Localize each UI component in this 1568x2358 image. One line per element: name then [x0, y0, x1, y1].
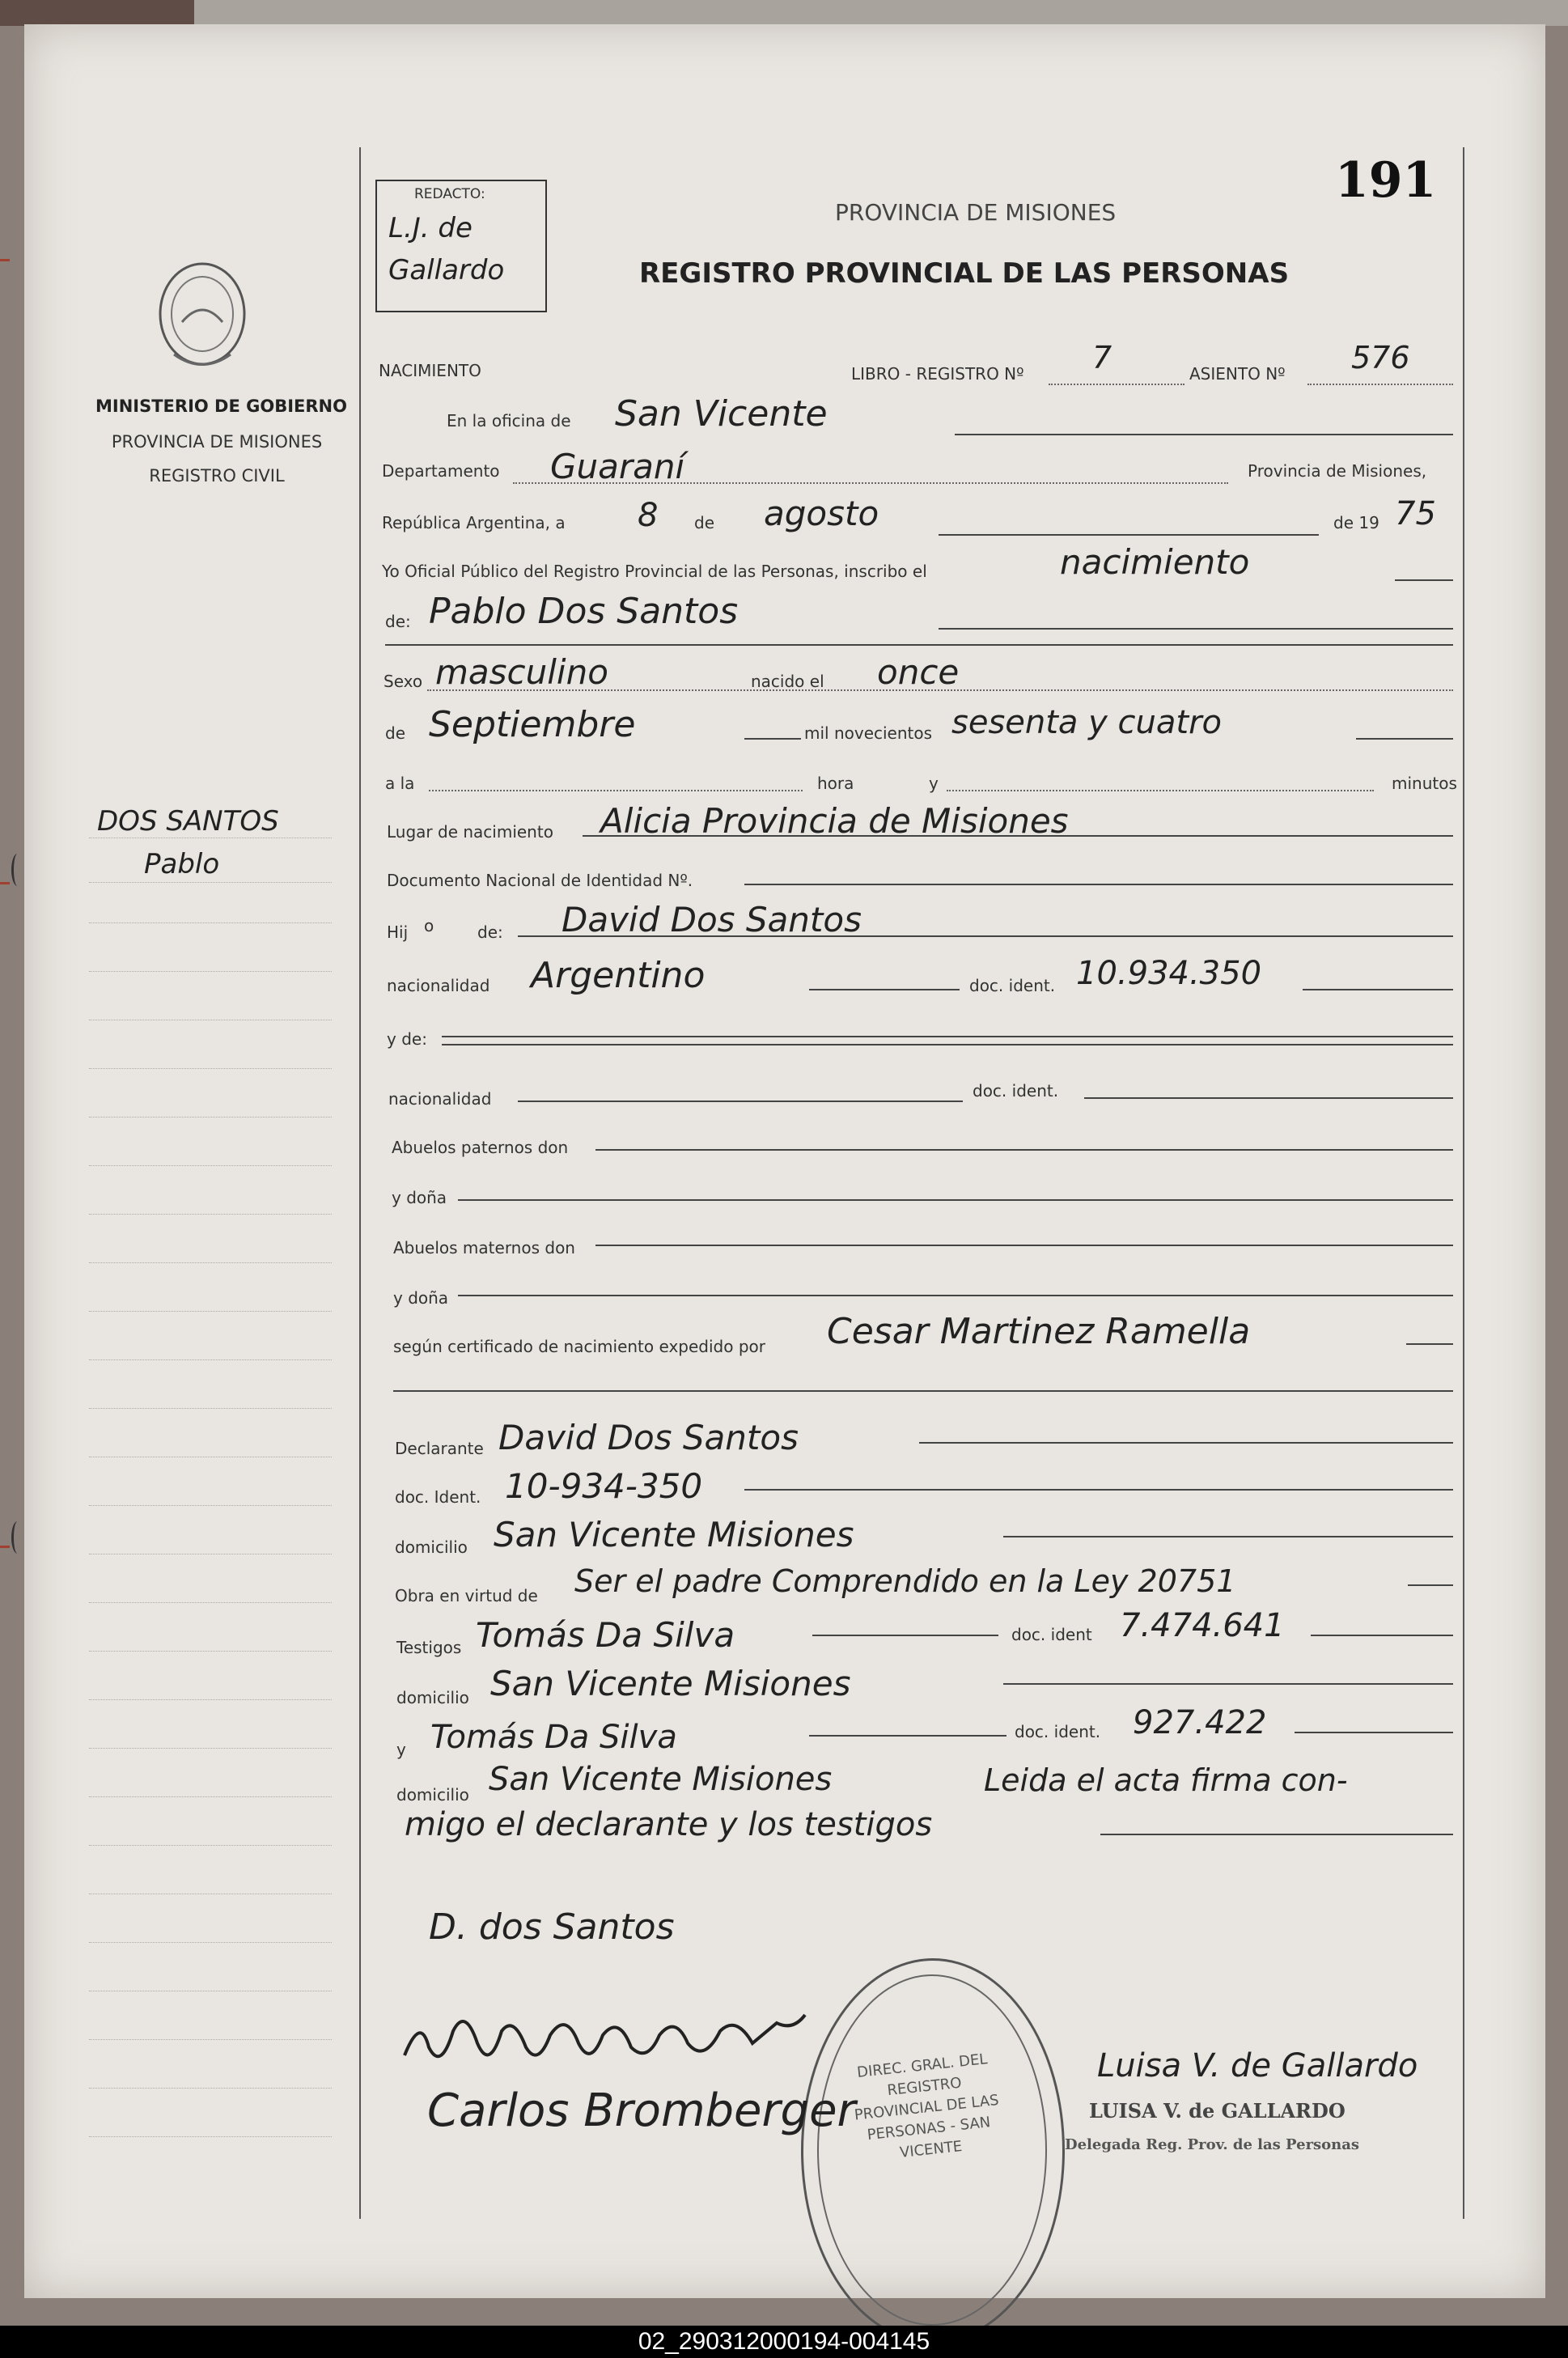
provincia-label: Provincia de Misiones,	[1248, 461, 1427, 481]
oficina-line	[955, 434, 1453, 435]
abuelos-p-label: Abuelos paternos don	[392, 1138, 569, 1157]
sexo-line	[427, 689, 1453, 691]
nacido-value: once	[877, 652, 960, 692]
abuelos-p-line	[595, 1149, 1453, 1151]
margin-line	[89, 2136, 332, 2137]
mes-value: agosto	[764, 494, 879, 533]
testigo2-line	[809, 1735, 1006, 1737]
ministry-label: MINISTERIO DE GOBIERNO	[95, 397, 347, 416]
obra-line	[1408, 1584, 1453, 1586]
top-strip	[0, 0, 1568, 26]
testigo1-dom-line	[1003, 1683, 1453, 1685]
margin-line	[89, 1748, 332, 1749]
declarante-signature: D. dos Santos	[429, 1906, 675, 1948]
margin-mark	[0, 259, 10, 261]
binding-hole	[11, 1521, 23, 1554]
margin-line	[89, 1942, 332, 1943]
doc-ident2-line	[1084, 1097, 1453, 1099]
testigo2-doc-value: 927.422	[1133, 1704, 1267, 1741]
margin-line	[89, 922, 332, 923]
declarante-doc-line	[744, 1489, 1453, 1491]
seal-text: DIREC. GRAL. DEL REGISTRO PROVINCIAL DE LAS PERSONAS - SAN VICENTE	[853, 2051, 1000, 2161]
domicilio2-label: domicilio	[396, 1688, 469, 1707]
margin-line	[89, 1408, 332, 1409]
testigo2-doc-line	[1295, 1732, 1453, 1733]
margin-line	[89, 1602, 332, 1603]
de-label: de	[694, 513, 714, 532]
binding-hole	[11, 854, 23, 886]
declarante-line	[919, 1442, 1453, 1444]
margin-given-name: Pablo	[144, 848, 220, 880]
dni-line	[744, 884, 1453, 885]
de-persona-label: de:	[385, 612, 411, 631]
declarante-value: David Dos Santos	[498, 1418, 799, 1457]
abuelos-m-label: Abuelos maternos don	[393, 1238, 575, 1257]
doc-ident5-label: doc. ident.	[1015, 1722, 1101, 1741]
hijo-suffix: o	[424, 916, 434, 935]
y-de-label: y de:	[387, 1029, 427, 1049]
mil-label: mil novecientos	[804, 723, 933, 743]
minutos-label: minutos	[1392, 774, 1457, 793]
margin-line	[89, 1505, 332, 1506]
de-mes-label: de	[385, 723, 405, 743]
madre-underline	[442, 1044, 1453, 1045]
libro-value: 7	[1092, 340, 1112, 375]
coat-of-arms-icon	[150, 257, 255, 377]
doc-ident3-label: doc. Ident.	[395, 1487, 481, 1507]
doc-ident2-label: doc. ident.	[973, 1081, 1059, 1101]
margin-line	[89, 1845, 332, 1846]
official-title: Delegada Reg. Prov. de las Personas	[1065, 2136, 1360, 2153]
y-dona2-label: y doña	[393, 1288, 449, 1308]
margin-line	[89, 1311, 332, 1312]
leida-line	[1100, 1834, 1453, 1835]
margin-line	[89, 1359, 332, 1360]
nacido-label: nacido el	[751, 672, 824, 691]
de19-label: de 19	[1333, 513, 1379, 532]
declarante-label: Declarante	[395, 1439, 484, 1458]
certificado-label: según certificado de nacimiento expedido por	[393, 1337, 765, 1356]
registry-label: REGISTRO CIVIL	[149, 466, 285, 486]
persona-value: Pablo Dos Santos	[429, 591, 739, 632]
madre-line	[442, 1036, 1453, 1037]
declarante-doc-value: 10-934-350	[505, 1466, 703, 1506]
obra-label: Obra en virtud de	[395, 1586, 538, 1605]
dia-value: 8	[638, 497, 659, 534]
y-label: y	[929, 774, 939, 793]
abuelos-m-line	[595, 1245, 1453, 1246]
testigo-signature: Carlos Bromberger	[427, 2084, 856, 2137]
dni-label: Documento Nacional de Identidad Nº.	[387, 871, 693, 890]
testigo1-doc-value: 7.474.641	[1120, 1607, 1285, 1644]
anio-value: 75	[1395, 495, 1436, 532]
doc-ident4-label: doc. ident	[1011, 1625, 1092, 1644]
acto-value: nacimiento	[1060, 542, 1250, 582]
departamento-value: Guaraní	[550, 447, 685, 486]
margin-line	[89, 2039, 332, 2040]
oficina-value: San Vicente	[615, 393, 828, 435]
domicilio-line	[1003, 1536, 1453, 1537]
redacto-signature: L.J. de Gallardo	[388, 212, 505, 286]
libro-line	[1049, 384, 1184, 385]
certificado-line	[1406, 1343, 1453, 1345]
sexo-value: masculino	[435, 652, 608, 692]
testigo2-dom-value: San Vicente Misiones	[489, 1761, 833, 1798]
left-province-label: PROVINCIA DE MISIONES	[111, 432, 323, 452]
testigo1-dom-value: San Vicente Misiones	[490, 1664, 851, 1703]
official-signature: Luisa V. de Gallardo	[1097, 2047, 1418, 2084]
y2-label: y	[396, 1740, 406, 1759]
redacto-label: REDACTO:	[414, 186, 485, 202]
hora-line	[429, 790, 803, 791]
testigo-scribble-signature	[396, 1999, 817, 2092]
margin-line	[89, 1117, 332, 1118]
hijo-de-label: de:	[477, 922, 503, 942]
asiento-value: 576	[1351, 340, 1410, 375]
oficial-label: Yo Oficial Público del Registro Provincial de las Personas, inscribo el	[382, 562, 927, 581]
leida-value-line-2: migo el declarante y los testigos	[405, 1806, 933, 1843]
margin-line	[89, 1165, 332, 1166]
nacionalidad-label: nacionalidad	[387, 976, 490, 995]
nac-anio-value: sesenta y cuatro	[951, 704, 1223, 741]
margin-line	[89, 1796, 332, 1797]
domicilio-label: domicilio	[395, 1537, 468, 1557]
margin-line	[89, 2088, 332, 2089]
margin-surname: DOS SANTOS	[97, 805, 279, 838]
footer-filename: 02_290312000194-004145	[0, 2326, 1568, 2358]
padre-value: David Dos Santos	[562, 900, 862, 939]
republica-label: República Argentina, a	[382, 513, 566, 532]
certificado-value: Cesar Martinez Ramella	[827, 1311, 1251, 1352]
acto-line	[1395, 579, 1453, 581]
departamento-label: Departamento	[382, 461, 500, 481]
nacionalidad-value: Argentino	[531, 955, 706, 996]
padre-doc-line	[1303, 989, 1453, 990]
margin-line	[89, 1068, 332, 1069]
margin-line	[89, 882, 332, 883]
testigo1-doc-line	[1311, 1635, 1453, 1636]
asiento-line	[1307, 384, 1453, 385]
y-dona2-line	[458, 1295, 1453, 1296]
testigos-label: Testigos	[396, 1638, 462, 1657]
redacto-stamp	[375, 180, 547, 312]
lugar-line	[583, 835, 1453, 837]
mes-line	[744, 738, 801, 740]
y-dona-label: y doña	[392, 1188, 447, 1207]
testigo1-line	[812, 1635, 998, 1636]
anio-line	[1356, 738, 1453, 740]
hora-label: hora	[817, 774, 854, 793]
top-strip-grey	[194, 0, 1568, 26]
departamento-line	[513, 482, 1228, 484]
padre-line	[518, 935, 1453, 937]
domicilio-value: San Vicente Misiones	[494, 1515, 854, 1554]
margin-line	[89, 1214, 332, 1215]
header-title: REGISTRO PROVINCIAL DE LAS PERSONAS	[639, 257, 1290, 290]
nac-mes-value: Septiembre	[429, 704, 636, 745]
nacionalidad2-line	[518, 1101, 963, 1102]
domicilio3-label: domicilio	[396, 1785, 469, 1805]
persona-underline	[385, 644, 1453, 646]
lugar-label: Lugar de nacimiento	[387, 822, 553, 842]
obra-value: Ser el padre Comprendido en la Ley 20751	[574, 1563, 1236, 1599]
padre-doc-value: 10.934.350	[1076, 955, 1262, 992]
lugar-value: Alicia Provincia de Misiones	[600, 801, 1069, 841]
nacimiento-label: NACIMIENTO	[379, 361, 481, 380]
margin-line	[89, 1699, 332, 1700]
oficina-label: En la oficina de	[447, 411, 571, 430]
margin-line	[89, 1262, 332, 1263]
margin-line	[89, 1651, 332, 1652]
hijo-label: Hij	[387, 922, 409, 942]
nacionalidad2-label: nacionalidad	[388, 1089, 492, 1109]
persona-line	[939, 628, 1453, 630]
libro-label: LIBRO - REGISTRO Nº	[851, 364, 1024, 384]
doc-ident-label: doc. ident.	[969, 976, 1056, 995]
asiento-label: ASIENTO Nº	[1189, 364, 1286, 384]
certificado-underline	[393, 1390, 1453, 1392]
header-province: PROVINCIA DE MISIONES	[835, 199, 1117, 226]
nacionalidad-line	[809, 989, 960, 990]
page-number: 191	[1335, 152, 1437, 209]
y-dona-line	[458, 1199, 1453, 1201]
margin-mark	[0, 882, 10, 884]
a-la-label: a la	[385, 774, 415, 793]
minutos-line	[947, 790, 1374, 791]
testigo2-value: Tomás Da Silva	[430, 1719, 677, 1756]
margin-line	[89, 971, 332, 972]
fecha-line	[939, 534, 1319, 536]
official-name: LUISA V. de GALLARDO	[1089, 2099, 1346, 2123]
sexo-label: Sexo	[384, 672, 423, 691]
testigo1-value: Tomás Da Silva	[476, 1615, 735, 1655]
leida-value-line-1: Leida el acta firma con-	[984, 1762, 1348, 1798]
margin-mark	[0, 1546, 10, 1548]
